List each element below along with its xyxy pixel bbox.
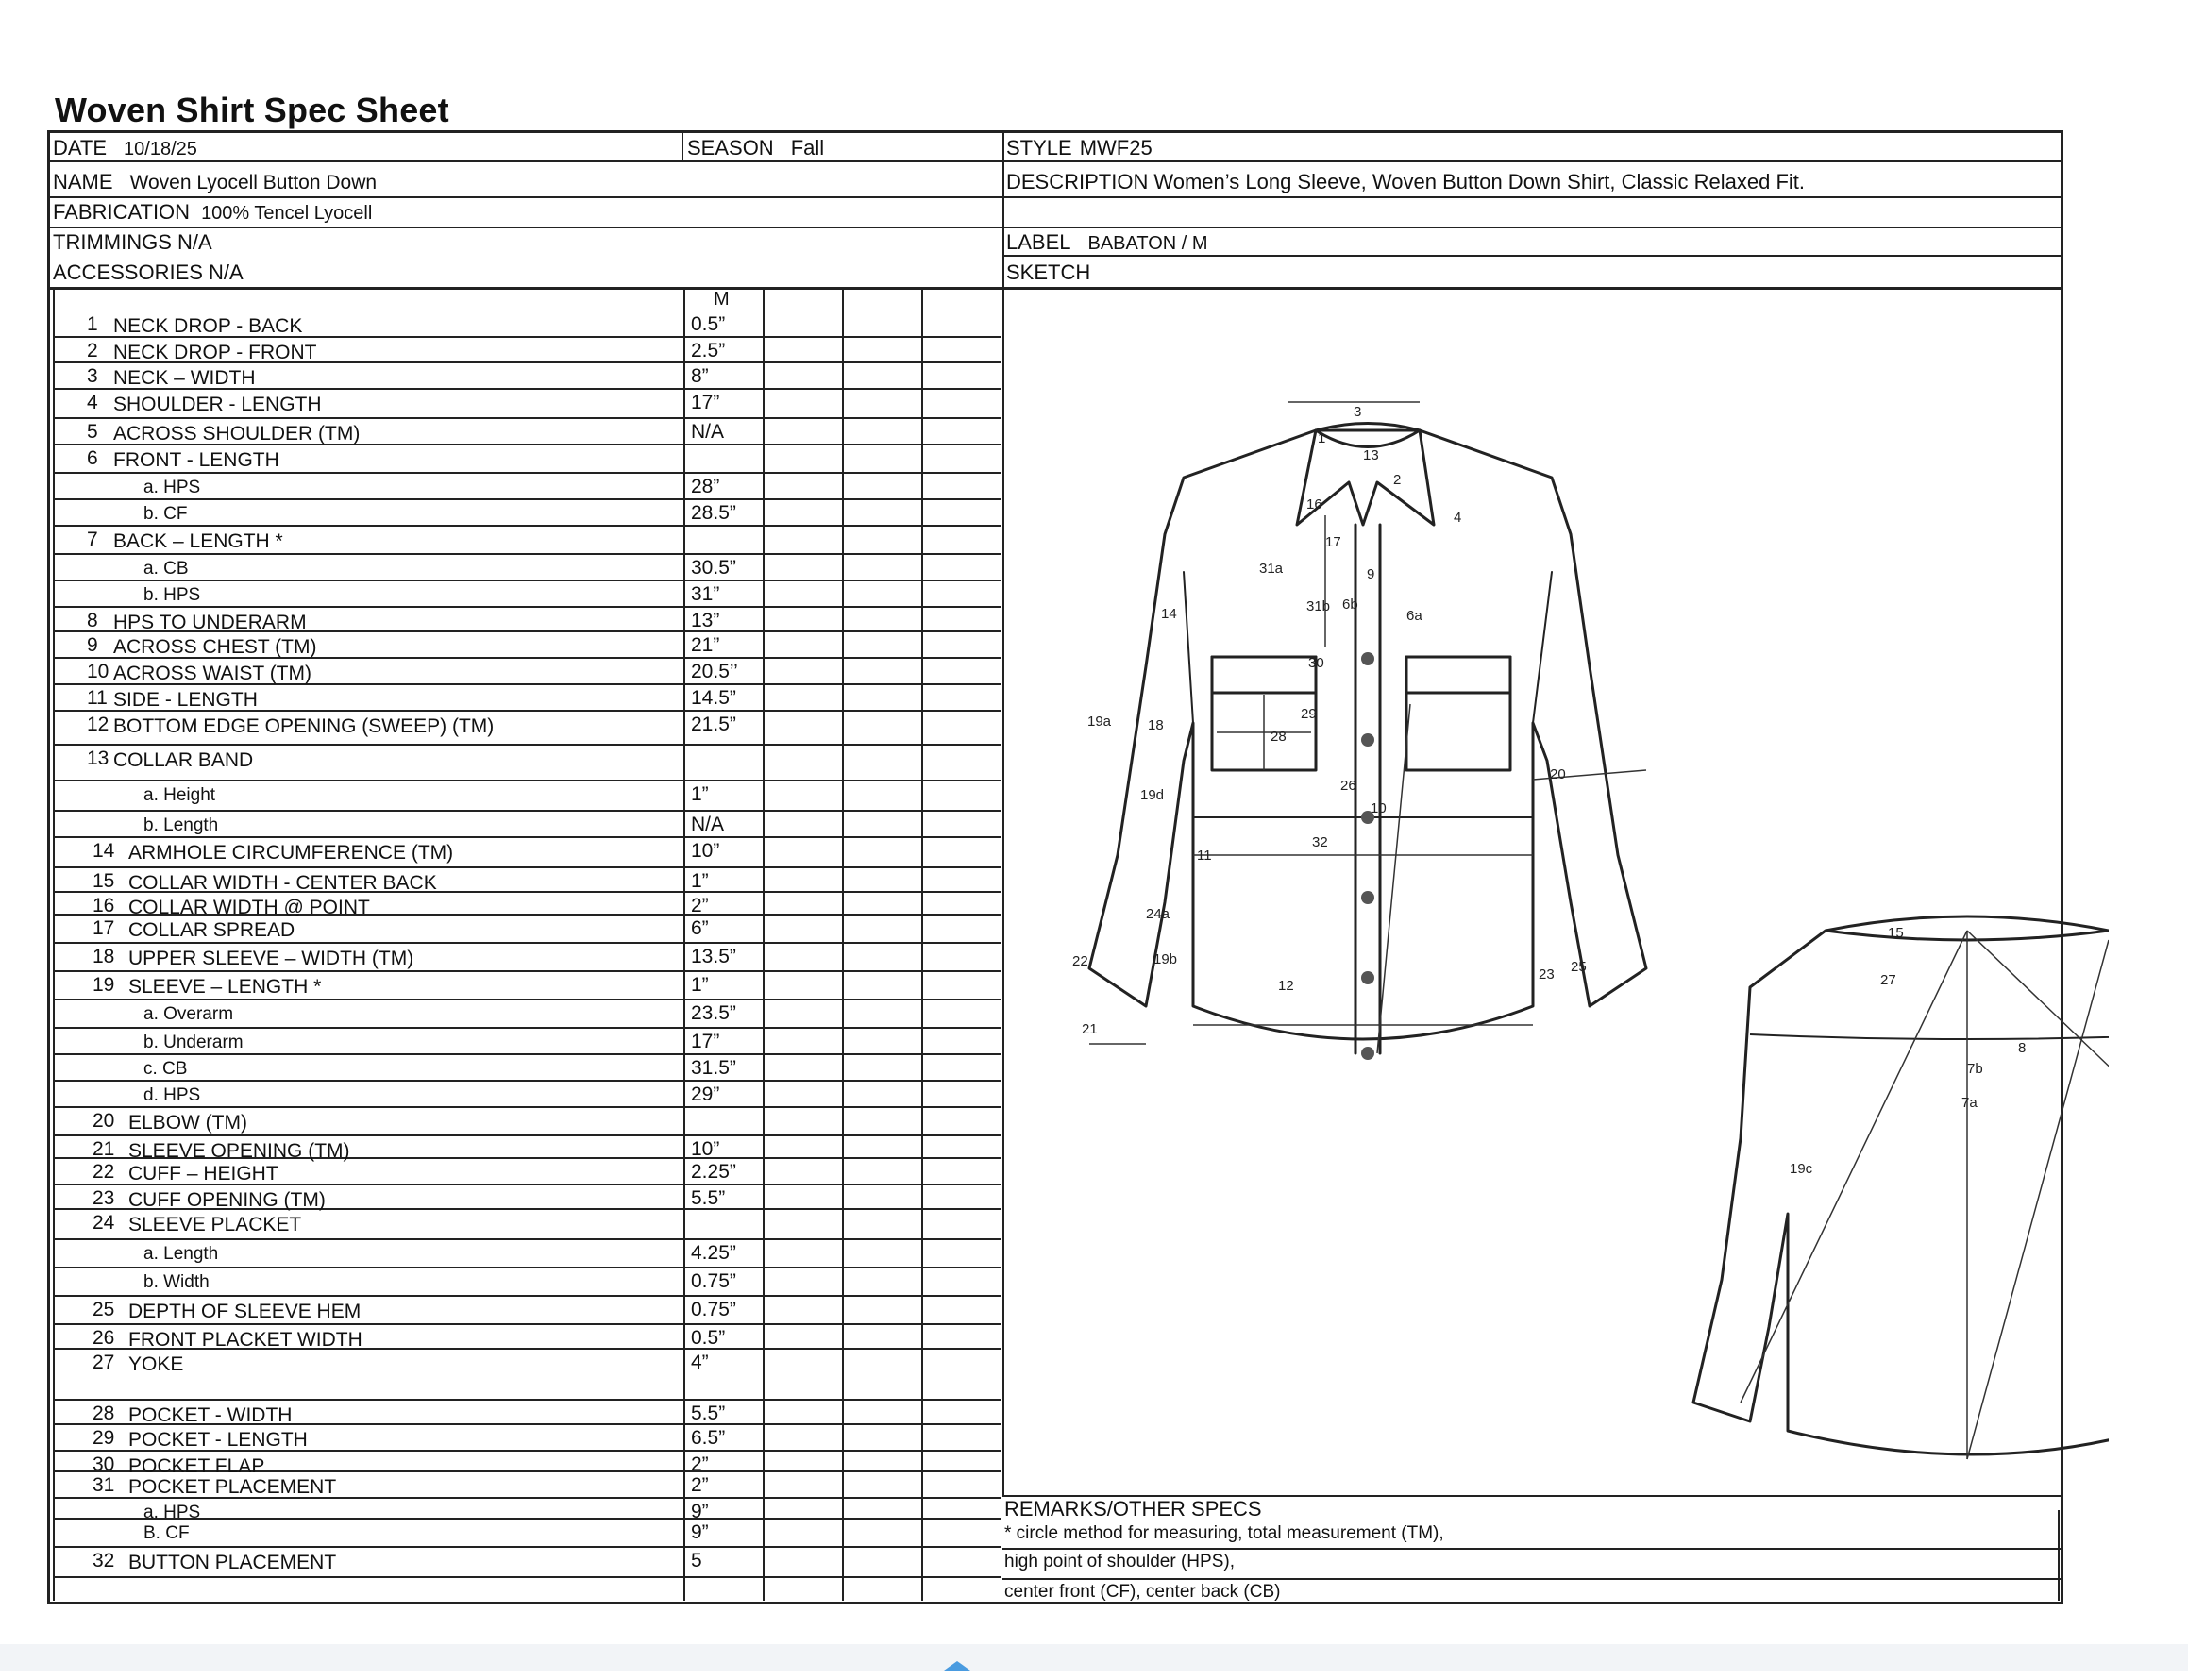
- table-row: [53, 338, 1001, 363]
- row-value: 1”: [691, 870, 709, 892]
- description-label: DESCRIPTION: [1006, 170, 1149, 193]
- callout-label: 30: [1308, 655, 1324, 671]
- table-row: [53, 363, 1001, 390]
- row-value: 21”: [691, 634, 720, 656]
- table-row: [53, 1240, 1001, 1268]
- accessories-field: ACCESSORIES N/A: [53, 260, 244, 284]
- row-number: 11: [87, 687, 108, 709]
- row-label: ACROSS CHEST (TM): [113, 636, 317, 658]
- name-field: [53, 170, 377, 194]
- remark-line: center front (CF), center back (CB): [1004, 1582, 1281, 1602]
- row-number: 9: [87, 634, 98, 656]
- date-value: 10/18/25: [124, 139, 197, 160]
- row-label: b. Width: [143, 1272, 210, 1292]
- callout-label: 14: [1161, 606, 1177, 622]
- row-number: 7: [87, 529, 98, 550]
- table-row: [53, 1136, 1001, 1162]
- name-value: Woven Lyocell Button Down: [129, 172, 378, 193]
- table-row: [53, 916, 1001, 944]
- row-number: 13: [87, 748, 109, 769]
- row-value: 2.5”: [691, 340, 726, 361]
- row-label: BOTTOM EDGE OPENING (SWEEP) (TM): [113, 715, 495, 737]
- row-value: 6”: [691, 917, 709, 939]
- table-row: [53, 527, 1001, 555]
- row-label: ACROSS WAIST (TM): [113, 663, 311, 684]
- row-value: 1”: [691, 974, 709, 996]
- callout-label: 20: [1550, 766, 1566, 782]
- row-label: SLEEVE – LENGTH *: [128, 976, 322, 998]
- season-value: Fall: [790, 136, 825, 160]
- row-value: 1”: [691, 783, 709, 805]
- callout-label: 25: [1571, 959, 1587, 975]
- table-row: [53, 608, 1001, 632]
- row-number: 26: [93, 1327, 115, 1349]
- table-col-line: [2058, 1510, 2060, 1601]
- season-field: [687, 136, 824, 160]
- callout-label: 23: [1539, 966, 1555, 983]
- row-label: COLLAR SPREAD: [128, 919, 295, 941]
- callout-label: 1: [1318, 430, 1326, 446]
- row-value: N/A: [691, 421, 725, 443]
- callout-label: 26: [1340, 778, 1356, 794]
- remark-line: high point of shoulder (HPS),: [1004, 1552, 1235, 1571]
- row-label: a. HPS: [143, 478, 201, 497]
- row-number: 28: [93, 1403, 115, 1424]
- fabrication-label: FABRICATION: [53, 200, 191, 224]
- row-label: COLLAR WIDTH @ POINT: [128, 897, 370, 918]
- style-field: [1006, 136, 1153, 160]
- style-value: MWF25: [1079, 136, 1153, 160]
- row-value: 9”: [691, 1501, 709, 1522]
- row-number: 16: [93, 895, 115, 916]
- row-value: 0.5”: [691, 313, 726, 335]
- row-value: 8”: [691, 365, 709, 387]
- row-number: 8: [87, 610, 98, 631]
- callout-label: 31a: [1259, 561, 1284, 577]
- callout-label: 9: [1367, 566, 1375, 582]
- description-value: Women’s Long Sleeve, Woven Button Down Shirt, Classic Relaxed Fit.: [1153, 170, 1806, 193]
- row-number: 20: [93, 1110, 115, 1132]
- row-label: d. HPS: [143, 1085, 201, 1105]
- callout-label: 19a: [1087, 714, 1112, 730]
- remark-line: * circle method for measuring, total measurement (TM),: [1004, 1523, 1444, 1543]
- table-row: [53, 1185, 1001, 1210]
- callout-label: 6b: [1342, 596, 1358, 613]
- row-number: 15: [93, 870, 115, 892]
- style-label: STYLE: [1006, 136, 1072, 160]
- row-number: 23: [93, 1187, 115, 1209]
- table-row: [53, 1325, 1001, 1350]
- table-row: [53, 1499, 1001, 1520]
- row-value: 0.75”: [691, 1270, 736, 1292]
- row-value: N/A: [691, 814, 725, 835]
- callout-label: 13: [1363, 447, 1379, 463]
- table-row: [53, 868, 1001, 893]
- row-label: YOKE: [128, 1353, 184, 1375]
- row-value: 2”: [691, 1474, 709, 1496]
- row-label: BUTTON PLACEMENT: [128, 1552, 337, 1573]
- row-label: b. Length: [143, 815, 219, 835]
- row-label: b. HPS: [143, 585, 201, 605]
- table-row: [53, 944, 1001, 972]
- row-number: 3: [87, 365, 98, 387]
- sketch-label: SKETCH: [1006, 260, 1091, 284]
- table-row: [53, 712, 1001, 746]
- row-label: POCKET - LENGTH: [128, 1429, 308, 1451]
- row-label: a. Height: [143, 785, 216, 805]
- row-number: 6: [87, 447, 98, 469]
- row-value: 23.5”: [691, 1002, 736, 1024]
- callout-label: 3: [1354, 404, 1362, 420]
- table-row: [53, 419, 1001, 445]
- row-number: 19: [93, 974, 115, 996]
- table-row: [53, 311, 1001, 338]
- row-number: 1: [87, 313, 98, 335]
- row-label: NECK DROP - BACK: [113, 315, 303, 337]
- row-label: a. Overarm: [143, 1004, 234, 1024]
- date-field: [53, 136, 197, 160]
- table-row: [53, 500, 1001, 527]
- table-row: [53, 1297, 1001, 1325]
- table-row: [53, 1055, 1001, 1082]
- row-value: 5.5”: [691, 1403, 726, 1424]
- row-value: 13.5”: [691, 946, 736, 967]
- fabrication-field: [53, 200, 372, 225]
- row-label: BACK – LENGTH *: [113, 530, 283, 552]
- table-row: [53, 1082, 1001, 1108]
- row-label: HPS TO UNDERARM: [113, 612, 307, 633]
- row-label: FRONT - LENGTH: [113, 449, 279, 471]
- table-row: [53, 474, 1001, 500]
- size-header: M: [714, 289, 730, 310]
- table-row: [53, 632, 1001, 659]
- row-number: 27: [93, 1352, 115, 1373]
- callout-label: 16: [1306, 496, 1322, 512]
- row-label: NECK DROP - FRONT: [113, 342, 317, 363]
- row-value: 0.75”: [691, 1299, 736, 1320]
- callout-label: 17: [1325, 534, 1341, 550]
- table-row: [53, 781, 1001, 812]
- table-row: [53, 685, 1001, 712]
- row-value: 2.25”: [691, 1161, 736, 1183]
- row-label: FRONT PLACKET WIDTH: [128, 1329, 362, 1351]
- row-value: 14.5”: [691, 687, 736, 709]
- table-row: [53, 1159, 1001, 1185]
- callout-label: 6a: [1406, 608, 1422, 624]
- row-value: 30.5”: [691, 557, 736, 579]
- row-label: a. Length: [143, 1244, 219, 1264]
- row-value: 17”: [691, 392, 720, 413]
- row-number: 32: [93, 1550, 115, 1571]
- date-label: DATE: [53, 136, 108, 160]
- row-value: 13”: [691, 610, 720, 631]
- row-label: B. CF: [143, 1523, 190, 1543]
- table-row: [53, 1000, 1001, 1029]
- table-row: [53, 746, 1001, 781]
- row-label: NECK – WIDTH: [113, 367, 256, 389]
- table-row: [53, 1210, 1001, 1240]
- remarks-divider: [1002, 1548, 2063, 1550]
- name-label: NAME: [53, 170, 113, 193]
- season-label: SEASON: [687, 136, 774, 160]
- row-number: 2: [87, 340, 98, 361]
- row-number: 31: [93, 1474, 115, 1496]
- callout-label: 19b: [1153, 951, 1178, 967]
- callout-label: 15: [1888, 925, 1904, 941]
- row-value: 2”: [691, 895, 709, 916]
- table-row: [53, 1350, 1001, 1401]
- row-value: 28.5”: [691, 502, 736, 524]
- callout-label: 27: [1880, 972, 1896, 988]
- row-value: 21.5”: [691, 714, 736, 735]
- table-row: [53, 1268, 1001, 1297]
- callout-label: 8: [2018, 1040, 2027, 1056]
- row-number: 4: [87, 392, 98, 413]
- table-row: [53, 1548, 1001, 1578]
- row-label: ACROSS SHOULDER (TM): [113, 423, 361, 445]
- table-row: [53, 1108, 1001, 1136]
- callout-label: 31b: [1306, 598, 1331, 614]
- table-row: [53, 659, 1001, 685]
- row-value: 5.5”: [691, 1187, 726, 1209]
- callout-label: 4: [1454, 510, 1462, 526]
- table-row: [53, 838, 1001, 868]
- row-value: 31.5”: [691, 1057, 736, 1079]
- callout-label: 2: [1393, 472, 1402, 488]
- row-value: 2”: [691, 1453, 709, 1475]
- description-field: [1006, 170, 1805, 194]
- row-number: 29: [93, 1427, 115, 1449]
- row-label: ARMHOLE CIRCUMFERENCE (TM): [128, 842, 454, 864]
- row-number: 30: [93, 1453, 115, 1475]
- row-number: 21: [93, 1138, 115, 1160]
- row-value: 6.5”: [691, 1427, 726, 1449]
- row-label: POCKET PLACEMENT: [128, 1476, 337, 1498]
- row-label: SHOULDER - LENGTH: [113, 394, 322, 415]
- row-label: POCKET - WIDTH: [128, 1404, 293, 1426]
- row-label: POCKET FLAP: [128, 1455, 265, 1477]
- row-value: 5: [691, 1550, 702, 1571]
- callout-label: 18: [1148, 717, 1164, 733]
- callout-label: 7b: [1967, 1061, 1983, 1077]
- callout-label: 29: [1301, 706, 1317, 722]
- row-label: COLLAR BAND: [113, 749, 254, 771]
- callout-label: 19c: [1790, 1161, 1813, 1177]
- header-divider: [49, 196, 2063, 198]
- row-label: COLLAR WIDTH - CENTER BACK: [128, 872, 437, 894]
- header-divider: [49, 160, 2063, 162]
- garment-sketch: [1004, 289, 2109, 1497]
- callout-label: 12: [1278, 978, 1294, 994]
- row-number: 17: [93, 917, 115, 939]
- label-value: BABATON / M: [1087, 233, 1208, 254]
- table-row: [53, 1520, 1001, 1548]
- row-label: a. CB: [143, 559, 189, 579]
- row-label: b. Underarm: [143, 1033, 244, 1052]
- table-row: [53, 555, 1001, 581]
- row-label: DEPTH OF SLEEVE HEM: [128, 1301, 362, 1322]
- row-value: 4”: [691, 1352, 709, 1373]
- header-divider: [49, 227, 2063, 228]
- callout-label: 28: [1271, 729, 1287, 745]
- row-label: CUFF – HEIGHT: [128, 1163, 278, 1184]
- row-label: UPPER SLEEVE – WIDTH (TM): [128, 948, 414, 969]
- table-row: [53, 1472, 1001, 1499]
- table-row: [53, 390, 1001, 419]
- header-divider: [1002, 255, 2063, 257]
- label-label: LABEL: [1006, 230, 1071, 254]
- row-label: SLEEVE PLACKET: [128, 1214, 302, 1235]
- callout-label: 24a: [1146, 906, 1170, 922]
- row-number: 18: [93, 946, 115, 967]
- viewer-bottom-strip: [0, 1644, 2188, 1671]
- callout-label: 11: [1197, 848, 1212, 864]
- row-value: 10”: [691, 840, 720, 862]
- table-row: [53, 812, 1001, 838]
- row-number: 25: [93, 1299, 115, 1320]
- row-value: 0.5”: [691, 1327, 726, 1349]
- label-field: [1006, 230, 1208, 255]
- row-value: 17”: [691, 1031, 720, 1052]
- table-row: [53, 581, 1001, 608]
- fabrication-value: 100% Tencel Lyocell: [201, 203, 373, 224]
- row-label: SIDE - LENGTH: [113, 689, 258, 711]
- callout-label: 19d: [1140, 787, 1165, 803]
- page-title: Woven Shirt Spec Sheet: [55, 91, 449, 129]
- callout-label: 32: [1312, 834, 1328, 850]
- header-col-divider: [682, 132, 683, 160]
- row-label: CUFF OPENING (TM): [128, 1189, 326, 1211]
- row-label: a. HPS: [143, 1503, 201, 1522]
- table-row: [53, 1425, 1001, 1452]
- back-body-outline: [1693, 916, 2109, 1454]
- row-number: 24: [93, 1212, 115, 1234]
- row-value: 29”: [691, 1084, 720, 1105]
- row-value: 20.5’’: [691, 661, 738, 682]
- table-row: [53, 1029, 1001, 1055]
- row-number: 12: [87, 714, 109, 735]
- header-col-divider: [1002, 132, 1004, 289]
- table-row: [53, 1401, 1001, 1425]
- row-number: 14: [93, 840, 115, 862]
- row-label: SLEEVE OPENING (TM): [128, 1140, 350, 1162]
- trimmings-field: TRIMMINGS N/A: [53, 230, 212, 254]
- scroll-indicator-icon: [944, 1661, 970, 1680]
- remarks-divider: [1002, 1578, 2063, 1580]
- row-value: 10”: [691, 1138, 720, 1160]
- row-label: ELBOW (TM): [128, 1112, 247, 1134]
- callout-label: 21: [1082, 1021, 1098, 1037]
- row-number: 5: [87, 421, 98, 443]
- row-value: 28”: [691, 476, 720, 497]
- row-label: b. CF: [143, 504, 188, 524]
- callout-label: 7a: [1961, 1095, 1978, 1111]
- row-value: 9”: [691, 1521, 709, 1543]
- table-row: [53, 972, 1001, 1000]
- table-row: [53, 445, 1001, 474]
- table-row: [53, 1452, 1001, 1477]
- remarks-title: REMARKS/OTHER SPECS: [1004, 1497, 1262, 1520]
- row-value: 4.25”: [691, 1242, 736, 1264]
- row-number: 22: [93, 1161, 115, 1183]
- row-label: c. CB: [143, 1059, 188, 1079]
- callout-label: 10: [1371, 800, 1387, 816]
- callout-label: 22: [1072, 953, 1088, 969]
- row-number: 10: [87, 661, 109, 682]
- row-value: 31”: [691, 583, 720, 605]
- table-row: [53, 893, 1001, 916]
